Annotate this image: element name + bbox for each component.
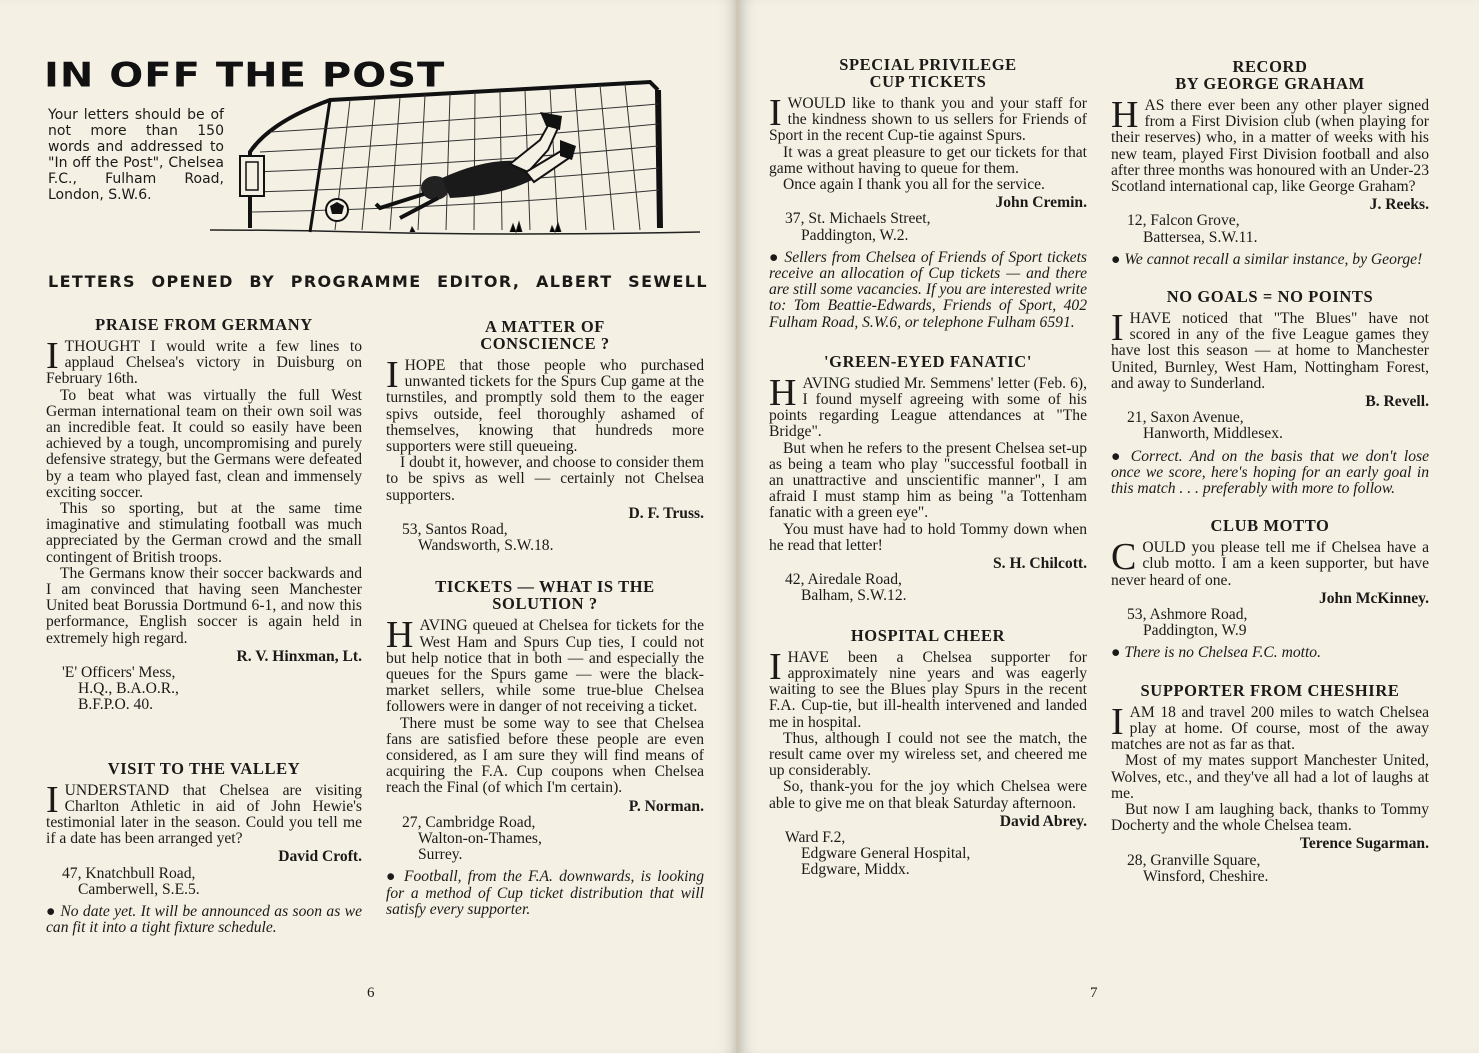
editor-reply	[1111, 449, 1429, 498]
address-line: Balham, S.W.12.	[801, 587, 907, 605]
drop-cap: I	[1111, 700, 1124, 743]
letter-address	[785, 572, 1087, 604]
letter-paragraph: Thus, although I could not see the match, the result came over my wireless set, and cheered me up considerably.	[769, 729, 1087, 780]
letter-paragraph: HOPE that those people who purchased unwanted tickets for the Spurs Cup game at the turnstiles, and promptly sold them to the eager spivs outside, feel thoroughly ashamed of themselves, knowing that hundreds more supporters were still queueing.	[386, 357, 704, 456]
page-number-right: 7	[1090, 985, 1098, 1001]
letter-matter-of-conscience	[386, 318, 704, 554]
drop-cap: I	[769, 92, 782, 134]
right-column-1	[769, 56, 1087, 879]
letter-paragraph: UNDERSTAND that Chelsea are visiting Charlton Athletic in aid of John Hewie's testimonial later in the season. Could you tell me if a date has been arranged yet?	[46, 781, 362, 848]
bullet-icon: ●	[1111, 644, 1125, 662]
letter-praise-from-germany	[46, 316, 362, 714]
drop-cap: I	[386, 354, 399, 396]
letter-paragraph: WOULD like to thank you and your staff for the kindness shown to us sellers for Friends of Sport in the recent Cup-tie against Spurs.	[769, 95, 1087, 145]
letter-signature: David Abrey.	[999, 812, 1087, 830]
letter-signature: R. V. Hinxman, Lt.	[236, 647, 362, 665]
address-line: Ward F.2,	[785, 828, 846, 846]
editor-reply	[769, 250, 1087, 331]
editor-reply	[1111, 252, 1429, 268]
address-line: 12, Falcon Grove,	[1127, 212, 1240, 230]
page-number-left: 6	[367, 985, 375, 1001]
letter-title: TICKETS — WHAT IS THE SOLUTION ?	[435, 577, 655, 614]
letter-green-eyed-fanatic	[769, 353, 1087, 605]
reply-text: Correct. And on the basis that we don't lose once we score, here's hoping for an early goal in this match . . . preferably with more to follow.	[1111, 447, 1429, 498]
left-column-1	[46, 316, 362, 937]
editor-reply	[46, 904, 362, 936]
letter-paragraph: HAVE been a Chelsea supporter for approximately nine years and was eagerly waiting to see the Blues play Spurs in the recent F.A. Cup-tie, but ill-health intervened and landed me in hospital.	[769, 648, 1087, 731]
drop-cap: H	[1111, 94, 1139, 136]
letter-paragraph: THOUGHT I would write a few lines to applaud Chelsea's victory in Duisburg on February 16th.	[46, 338, 362, 388]
letter-paragraph: I doubt it, however, and choose to consider them to be spivs as well — certainly not Chelsea supporters.	[386, 454, 704, 504]
address-line: Hanworth, Middlesex.	[1143, 425, 1283, 443]
address-line: 21, Saxon Avenue,	[1127, 409, 1244, 427]
address-line: Paddington, W.2.	[801, 226, 909, 244]
address-line: Winsford, Cheshire.	[1143, 867, 1269, 885]
address-line: Surrey.	[418, 846, 463, 864]
letter-signature: S. H. Chilcott.	[993, 555, 1087, 573]
letter-paragraph: So, thank-you for the joy which Chelsea were able to give me on that bleak Saturday afternoon.	[769, 778, 1087, 812]
letter-paragraph: There must be some way to see that Chelsea fans are satisfied before these people are even considered, as I am sure they will find means of acquiring the F.A. Cup coupons when Chelsea reach the Final (of which I'm certain).	[386, 714, 704, 797]
drop-cap: C	[1111, 536, 1137, 579]
letter-tickets-solution	[386, 578, 704, 918]
letter-signature: John Cremin.	[995, 194, 1087, 212]
letter-paragraph: But now I am laughing back, thanks to Tommy Docherty and the whole Chelsea team.	[1111, 800, 1429, 835]
letter-title: SPECIAL PRIVILEGE CUP TICKETS	[839, 55, 1017, 91]
letter-paragraph: HAVE noticed that "The Blues" have not scored in any of the five League games they have lost this season — at home to Manchester United, Burnley, West Ham, Nottingham Forest, and away to Sunderland.	[1111, 310, 1429, 392]
letter-title: 'GREEN-EYED FANATIC'	[823, 351, 1033, 371]
drop-cap: I	[46, 778, 59, 821]
address-line: Camberwell, S.E.5.	[78, 880, 200, 898]
reply-text: No date yet. It will be announced as soon as we can fit it into a tight fixture schedule.	[46, 903, 362, 937]
address-line: 53, Ashmore Road,	[1127, 606, 1248, 624]
address-line: Edgware, Middx.	[801, 861, 910, 879]
drop-cap: H	[386, 614, 414, 657]
letter-title: VISIT TO THE VALLEY	[107, 758, 301, 778]
letter-address	[785, 211, 1087, 243]
letter-paragraph: The Germans know their soccer backwards and I am convinced that having seen Manchester United beat Borussia Dortmund 6-1, and now this performance, English soccer is again held in extremely high regard.	[46, 564, 362, 647]
drop-cap: H	[769, 371, 797, 414]
letter-hospital-cheer	[769, 627, 1087, 879]
letter-paragraph: Once again I thank you all for the service.	[783, 176, 1045, 194]
letter-paragraph: You must have had to hold Tommy down when he read that letter!	[769, 520, 1087, 554]
letter-paragraph: AM 18 and travel 200 miles to watch Chelsea play at home. Of course, most of the away matches are not as far as that.	[1111, 703, 1429, 754]
letter-paragraph: This so sporting, but at the same time imaginative and stimulating football was much appreciated by the German crowd and the small contingent of British troops.	[46, 500, 362, 566]
letter-signature: D. F. Truss.	[628, 504, 704, 522]
letter-paragraph: But when he refers to the present Chelsea set-up as being a team who play "successful football in an unattractive and unscientific manner", I am afraid I must stamp him as being "a Tottenham fanatic with a green eye".	[769, 439, 1087, 522]
drop-cap: I	[1111, 307, 1124, 350]
letter-title: SUPPORTER FROM CHESHIRE	[1140, 680, 1400, 700]
letter-paragraph: AS there ever been any other player signed from a First Division club (when playing for their reserves) who, in a matter of weeks with his new team, played First Division football and also after three months was honoured with an Under-23 Scotland international cap, like George Graham?	[1111, 97, 1429, 196]
reply-text: There is no Chelsea F.C. motto.	[1124, 644, 1321, 662]
right-column-2	[1111, 58, 1429, 885]
letter-title: PRAISE FROM GERMANY	[95, 315, 313, 334]
letter-paragraph: Most of my mates support Manchester United, Wolves, etc., and they've all had a lot of laughs at me.	[1111, 752, 1429, 802]
address-line: 47, Knatchbull Road,	[62, 864, 196, 882]
address-line: 28, Granville Square,	[1127, 851, 1261, 869]
letter-paragraph: AVING studied Mr. Semmens' letter (Feb. 6), I found myself agreeing with some of his points regarding League attendances at "The Bridge".	[769, 374, 1087, 441]
letter-title: NO GOALS = NO POINTS	[1166, 287, 1374, 307]
letter-no-goals-no-points	[1111, 288, 1429, 497]
letter-address	[402, 522, 704, 554]
letter-address	[1127, 410, 1429, 442]
bullet-icon: ●	[1111, 447, 1131, 465]
letter-title: A MATTER OF CONSCIENCE ?	[480, 317, 610, 353]
letter-signature: B. Revell.	[1365, 393, 1429, 411]
letter-visit-to-the-valley	[46, 760, 362, 937]
letter-signature: John McKinney.	[1318, 589, 1429, 607]
letter-address	[1127, 853, 1429, 885]
letter-club-motto	[1111, 517, 1429, 661]
letter-supporter-from-cheshire	[1111, 682, 1429, 885]
letter-paragraph: To beat what was virtually the full West German international team on their own soil was an incredible feat. It could so easily have been achieved by a tough, uncompromising and purely defensive strategy, but the Germans were defeated by a team who played fast, clean and immensely exciting soccer.	[46, 386, 362, 501]
page-spine	[736, 0, 739, 1053]
editor-reply	[1111, 645, 1429, 661]
letter-signature: J. Reeks.	[1369, 196, 1429, 214]
reply-text: Football, from the F.A. downwards, is looking for a method of Cup ticket distribution that will satisfy every supporter.	[386, 868, 705, 918]
address-line: Edgware General Hospital,	[801, 845, 971, 863]
letter-title: HOSPITAL CHEER	[850, 625, 1006, 645]
letter-special-privilege	[769, 56, 1087, 331]
reply-text: Sellers from Chelsea of Friends of Sport tickets receive an allocation of Cup tickets — and there are still some vacancies. If you are interested write to: Tom Beattie-Edwards, Friends of Sport, 402 Fulham Road, S.W.6, or telephone Fulham 6591.	[769, 248, 1087, 331]
bullet-icon: ●	[1111, 250, 1125, 268]
address-line: 37, St. Michaels Street,	[785, 210, 931, 228]
address-line: 53, Santos Road,	[402, 521, 508, 539]
letter-signature: P. Norman.	[628, 797, 704, 815]
letter-record-george-graham	[1111, 58, 1429, 268]
address-line: Battersea, S.W.11.	[1143, 228, 1258, 246]
bullet-icon: ●	[386, 868, 404, 886]
address-line: Walton-on-Thames,	[418, 830, 542, 848]
drop-cap: I	[769, 645, 782, 688]
letter-title: CLUB MOTTO	[1210, 516, 1330, 536]
column-title: IN OFF THE POST	[44, 56, 446, 96]
letter-address	[62, 866, 362, 898]
address-line: B.F.P.O. 40.	[78, 696, 154, 714]
address-line: Paddington, W.9	[1143, 622, 1247, 640]
letter-address	[62, 665, 362, 714]
letter-address	[402, 815, 704, 864]
left-column-2	[386, 318, 704, 918]
drop-cap: I	[46, 335, 59, 377]
editor-reply	[386, 869, 704, 918]
address-line: H.Q., B.A.O.R.,	[78, 680, 179, 698]
address-line: 27, Cambridge Road,	[402, 813, 536, 831]
bullet-icon: ●	[769, 248, 785, 266]
letter-signature: Terence Sugarman.	[1299, 835, 1429, 853]
letter-signature: David Croft.	[278, 848, 362, 866]
letter-address	[1127, 213, 1429, 245]
letter-paragraph: It was a great pleasure to get our tickets for that game without having to queue for them.	[769, 143, 1087, 177]
address-line: 'E' Officers' Mess,	[62, 664, 176, 682]
letter-paragraph: OULD you please tell me if Chelsea have a club motto. I am a keen supporter, but have never heard of one.	[1111, 539, 1429, 589]
column-intro: Your letters should be of not more than 150 words and addressed to "In off the Post", Chelsea F.C., Fulham Road, London, S.W.6.	[48, 107, 224, 203]
address-line: Wandsworth, S.W.18.	[418, 537, 554, 555]
letter-address	[1127, 607, 1429, 639]
bullet-icon: ●	[46, 903, 61, 921]
letter-paragraph: AVING queued at Chelsea for tickets for the West Ham and Spurs Cup ties, I could not but help notice that in both — and especially the queues for the Spurs game — were the black-market sellers, while some true-blue Chelsea followers were in danger of not receiving a ticket.	[386, 617, 704, 716]
letter-address	[785, 830, 1087, 879]
page-subheading: LETTERS OPENED BY PROGRAMME EDITOR, ALBERT SEWELL	[48, 272, 708, 291]
letter-title: RECORD BY GEORGE GRAHAM	[1175, 57, 1365, 93]
address-line: 42, Airedale Road,	[785, 571, 902, 589]
reply-text: We cannot recall a similar instance, by George!	[1124, 250, 1423, 268]
